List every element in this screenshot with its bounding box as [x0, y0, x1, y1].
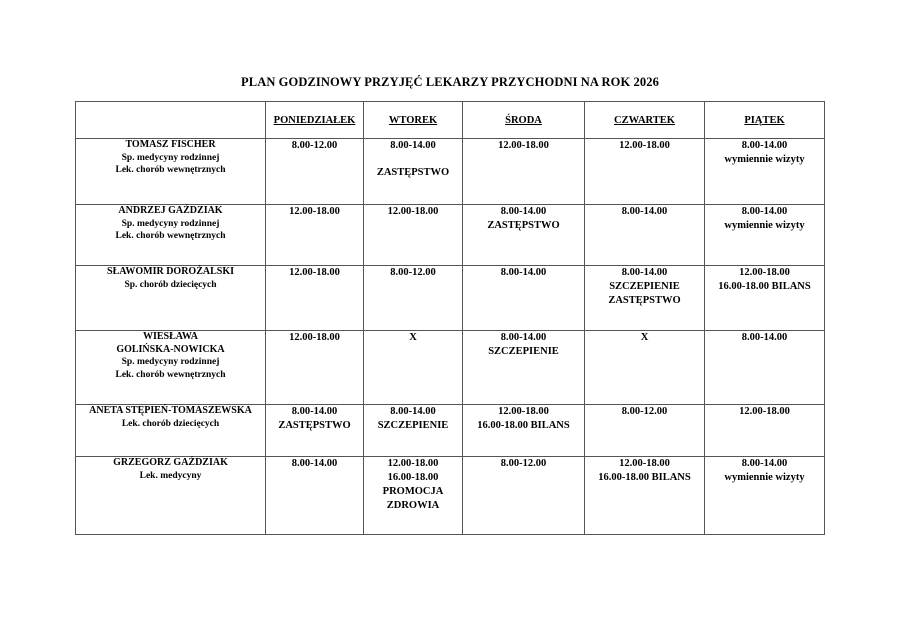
- page-title: PLAN GODZINOWY PRZYJĘĆ LEKARZY PRZYCHODNI NA ROK 2026: [241, 75, 659, 89]
- schedule-entry: 8.00-14.00: [741, 458, 788, 469]
- schedule-entry: 8.00-14.00: [621, 206, 668, 217]
- schedule-cell: [266, 139, 364, 205]
- schedule-entry: 12.00-18.00: [387, 206, 439, 217]
- schedule-cell: [705, 139, 825, 205]
- schedule-entry: ZDROWIA: [386, 500, 440, 511]
- schedule-entry: 8.00-14.00: [291, 406, 338, 417]
- schedule-entry: 12.00-18.00: [289, 267, 340, 278]
- schedule-entry: 8.00-12.00: [500, 458, 547, 469]
- schedule-entry: X: [640, 332, 649, 343]
- schedule-entry: 12.00-18.00: [739, 267, 790, 278]
- schedule-entry: 8.00-12.00: [291, 140, 338, 151]
- schedule-cell: [585, 457, 705, 535]
- schedule-entry: 12.00-18.00: [739, 406, 790, 417]
- doctor-specialty: Sp. medycyny rodzinnej: [121, 357, 220, 367]
- schedule-cell: [266, 205, 364, 266]
- schedule-entry: 16.00-18.00 BILANS: [598, 472, 691, 483]
- schedule-cell: [463, 266, 585, 331]
- day-header: ŚRODA: [463, 102, 585, 139]
- doctor-name: ANETA STĘPIEŃ-TOMASZEWSKA: [89, 405, 252, 416]
- doctor-specialty: Sp. medycyny rodzinnej: [121, 218, 220, 229]
- schedule-entry: 8.00-14.00: [500, 206, 547, 217]
- doctor-cell: [76, 266, 266, 331]
- schedule-cell: [705, 331, 825, 405]
- schedule-entry: ZASTĘPSTWO: [487, 220, 560, 231]
- schedule-entry: 12.00-18.00: [289, 332, 340, 343]
- doctor-specialty: Lek. medycyny: [139, 470, 202, 481]
- schedule-entry: 8.00-14.00: [741, 140, 788, 151]
- schedule-entry: 8.00-14.00: [741, 332, 788, 343]
- doctor-row: [76, 139, 825, 205]
- doctor-name: GOLIŃSKA-NOWICKA: [116, 343, 225, 355]
- schedule-entry: SZCZEPIENIE: [609, 281, 680, 292]
- schedule-entry: 16.00-18.00 BILANS: [718, 281, 811, 292]
- schedule-cell: [266, 331, 364, 405]
- doctor-cell: [76, 457, 266, 535]
- schedule-entry: 12.00-18.00: [289, 206, 340, 217]
- schedule-cell: [364, 139, 463, 205]
- schedule-entry: 8.00-12.00: [390, 267, 436, 278]
- schedule-entry: ZASTĘPSTWO: [608, 295, 681, 306]
- schedule-cell: [585, 266, 705, 331]
- schedule-entry: 8.00-14.00: [291, 458, 338, 469]
- schedule-entry: 16.00-18.00: [387, 472, 439, 483]
- doctor-specialty: Sp. medycyny rodzinnej: [121, 152, 220, 163]
- doctor-row: [76, 331, 825, 405]
- schedule-entry: 12.00-18.00: [619, 458, 670, 469]
- doctor-row: [76, 457, 825, 535]
- schedule-entry: 12.00-18.00: [498, 140, 549, 151]
- schedule-entry: 8.00-14.00: [390, 140, 436, 151]
- schedule-cell: [463, 139, 585, 205]
- schedule-cell: [364, 457, 463, 535]
- schedule-cell: [585, 139, 705, 205]
- schedule-entry: 12.00-18.00: [619, 140, 670, 151]
- doctor-specialty: Sp. chorób dziecięcych: [124, 279, 217, 290]
- schedule-cell: [705, 266, 825, 331]
- schedule-cell: [364, 405, 463, 457]
- schedule-entry: 8.00-14.00: [621, 267, 668, 278]
- doctor-cell: [76, 331, 266, 405]
- schedule-cell: [266, 405, 364, 457]
- schedule-entry: 8.00-14.00: [390, 406, 436, 417]
- schedule-cell: [266, 457, 364, 535]
- schedule-entry: ZASTĘPSTWO: [376, 167, 450, 178]
- schedule-cell: [463, 205, 585, 266]
- doctor-cell: [76, 139, 266, 205]
- schedule-cell: [585, 205, 705, 266]
- schedule-entry: 8.00-14.00: [500, 267, 547, 278]
- schedule-entry: 8.00-12.00: [621, 406, 668, 417]
- schedule-entry: wymiennie wizyty: [724, 220, 805, 231]
- schedule-cell: [585, 331, 705, 405]
- doctor-row: [76, 405, 825, 457]
- doctor-specialty: Lek. chorób dziecięcych: [121, 418, 220, 429]
- doctor-name: WIESŁAWA: [142, 331, 199, 342]
- doctor-name: SŁAWOMIR DOROŻALSKI: [107, 266, 234, 277]
- schedule-cell: [364, 331, 463, 405]
- schedule-entry: SZCZEPIENIE: [377, 420, 449, 431]
- doctor-specialty: Lek. chorób wewnętrznych: [115, 369, 226, 380]
- schedule-cell: [585, 405, 705, 457]
- doctor-name: ANDRZEJ GAŹDZIAK: [118, 205, 223, 216]
- doctor-row: [76, 205, 825, 266]
- schedule-cell: [364, 266, 463, 331]
- schedule-entry: 16.00-18.00 BILANS: [477, 420, 570, 431]
- schedule-entry: 12.00-18.00: [498, 406, 549, 417]
- schedule-cell: [705, 457, 825, 535]
- schedule-cell: [463, 331, 585, 405]
- schedule-entry: wymiennie wizyty: [724, 154, 805, 165]
- day-header: WTOREK: [364, 102, 463, 139]
- schedule-cell: [705, 205, 825, 266]
- schedule-cell: [705, 405, 825, 457]
- schedule-entry: 8.00-14.00: [500, 332, 547, 343]
- doctor-row: [76, 266, 825, 331]
- day-header: PIĄTEK: [705, 102, 825, 139]
- schedule-entry: ZASTĘPSTWO: [278, 420, 351, 431]
- header-row: [76, 102, 825, 139]
- schedule-cell: [463, 405, 585, 457]
- schedule-entry: SZCZEPIENIE: [488, 346, 559, 357]
- doctor-name: TOMASZ FISCHER: [125, 139, 216, 150]
- corner-cell: [76, 102, 266, 139]
- schedule-cell: [266, 266, 364, 331]
- schedule-entry: X: [409, 332, 417, 343]
- doctor-name: GRZEGORZ GAŹDZIAK: [113, 457, 228, 468]
- schedule-entry: PROMOCJA: [382, 486, 444, 497]
- schedule-entry: wymiennie wizyty: [724, 472, 805, 483]
- schedule-table: [75, 101, 825, 535]
- schedule-cell: [364, 205, 463, 266]
- day-header: PONIEDZIAŁEK: [266, 102, 364, 139]
- schedule-entry: 8.00-14.00: [741, 206, 788, 217]
- day-header: CZWARTEK: [585, 102, 705, 139]
- doctor-specialty: Lek. chorób wewnętrznych: [115, 165, 226, 175]
- schedule-cell: [463, 457, 585, 535]
- schedule-entry: 12.00-18.00: [387, 458, 439, 469]
- doctor-cell: [76, 205, 266, 266]
- doctor-specialty: Lek. chorób wewnętrznych: [115, 231, 226, 241]
- doctor-cell: [76, 405, 266, 457]
